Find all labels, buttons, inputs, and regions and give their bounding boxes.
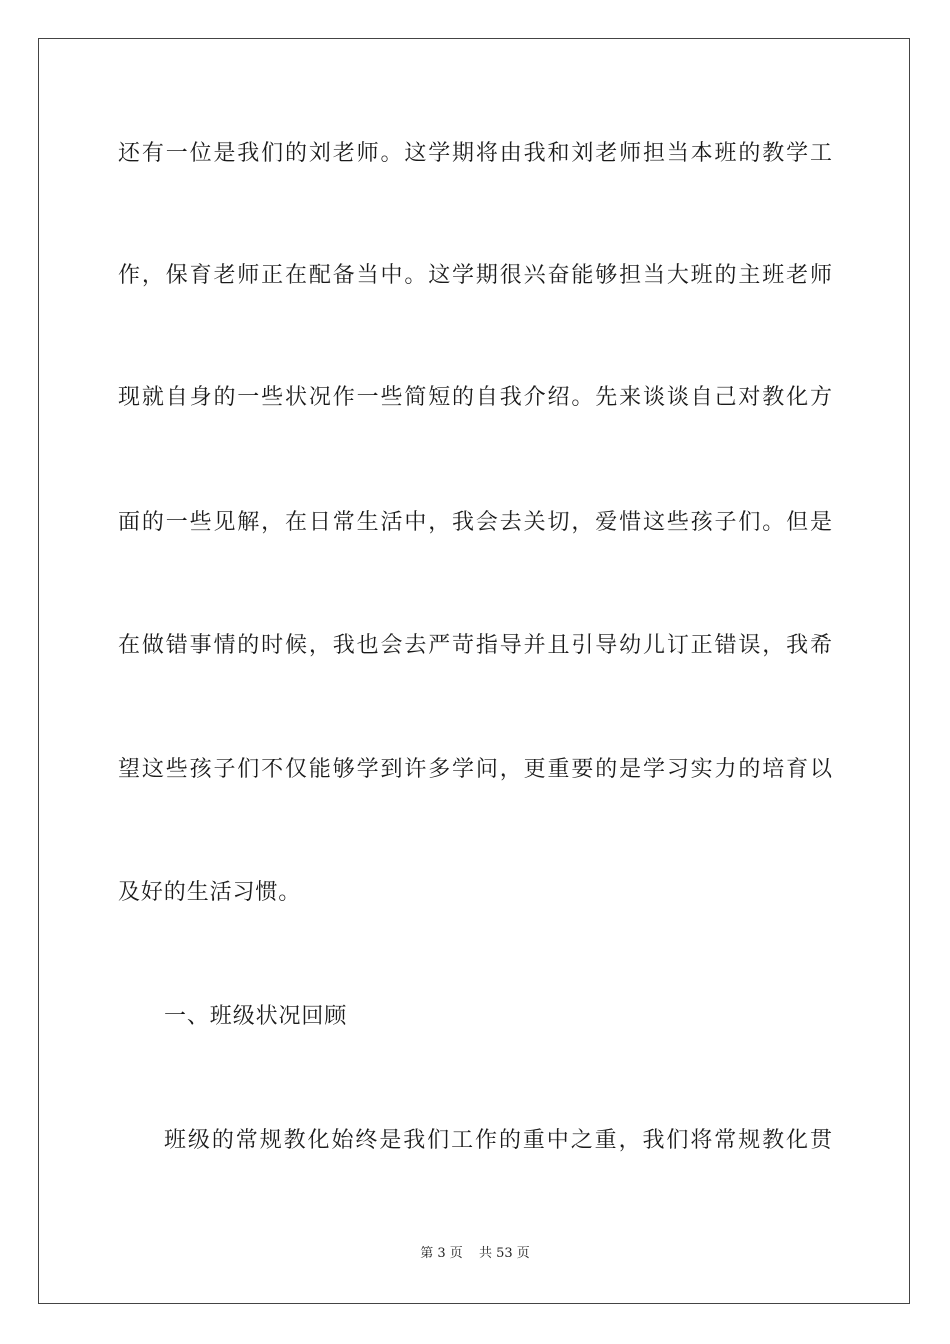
page-number: 第 3 页 xyxy=(420,1246,463,1261)
page-border xyxy=(38,38,910,1304)
body-text-line-7: 及好的生活习惯。 xyxy=(118,880,302,905)
body-text-line-1: 还有一位是我们的刘老师。这学期将由我和刘老师担当本班的教学工 xyxy=(118,141,832,166)
body-text-line-4: 面的一些见解，在日常生活中，我会去关切，爱惜这些孩子们。但是 xyxy=(118,510,832,535)
section-heading: 一、班级状况回顾 xyxy=(164,1004,348,1029)
page-total: 共 53 页 xyxy=(478,1246,530,1261)
body-text-line-5: 在做错事情的时候，我也会去严苛指导并且引导幼儿订正错误，我希 xyxy=(118,633,832,658)
page-footer xyxy=(0,1245,950,1263)
body-text-line-2: 作，保育老师正在配备当中。这学期很兴奋能够担当大班的主班老师 xyxy=(118,263,832,288)
body-text-line-3: 现就自身的一些状况作一些简短的自我介绍。先来谈谈自己对教化方 xyxy=(118,385,832,410)
body-text-line-6: 望这些孩子们不仅能够学到许多学问，更重要的是学习实力的培育以 xyxy=(118,757,832,782)
paragraph-first-line: 班级的常规教化始终是我们工作的重中之重，我们将常规教化贯 xyxy=(164,1128,832,1153)
